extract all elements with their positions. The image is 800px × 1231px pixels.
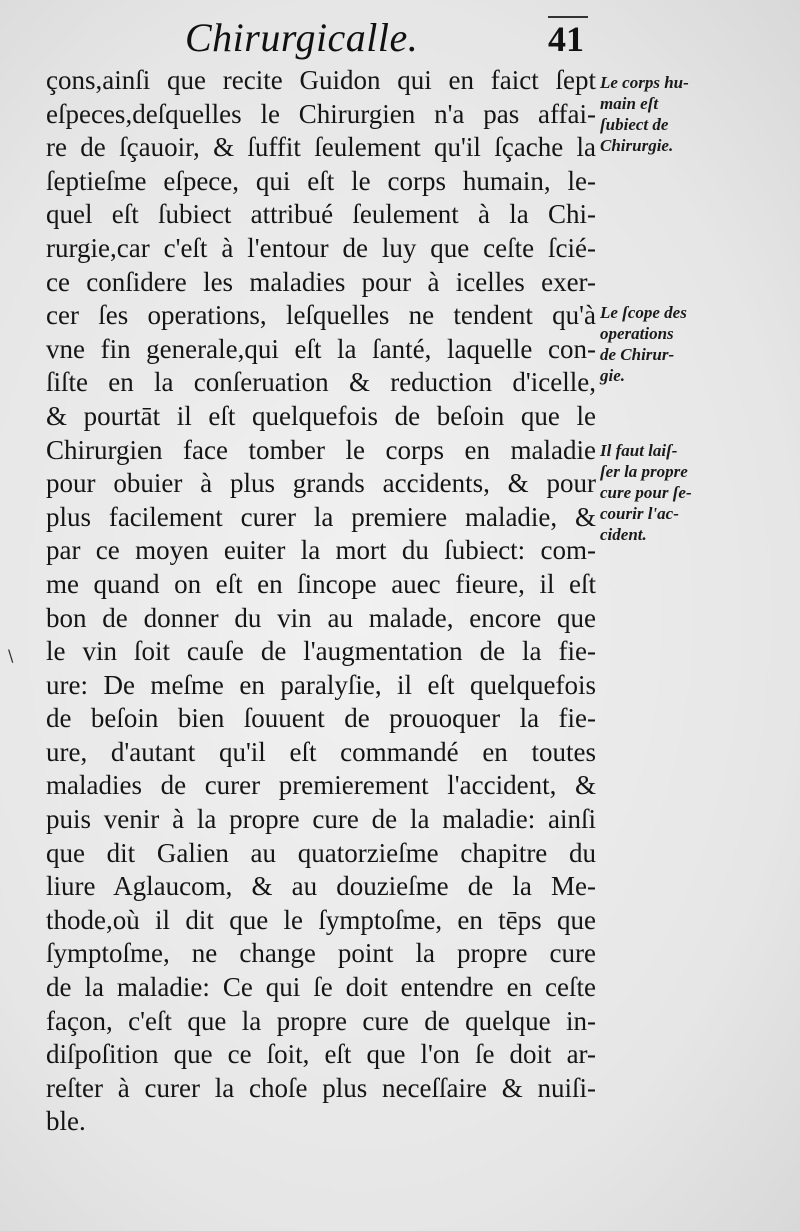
- text-line-11: & pourtāt il eſt quelquefois de beſoin que le: [46, 400, 596, 431]
- text-line-20: de beſoin bien ſouuent de prouoquer la fie-: [46, 703, 596, 734]
- margin-note-line: Chirurgie.: [600, 136, 674, 155]
- margin-note-line: Le corps hu-: [600, 73, 689, 92]
- text-line-3: re de ſçauoir, & ſuffit ſeulement qu'il ſçache la: [46, 132, 596, 163]
- text-line-25: liure Aglaucom, & au douzieſme de la Me-: [46, 871, 596, 902]
- text-line-8: cer ſes operations, leſquelles ne tendent qu'à: [46, 300, 596, 331]
- text-line-23: puis venir à la propre cure de la maladie: ainſi: [46, 804, 596, 835]
- text-line-10: ſiſte en la conſeruation & reduction d'icelle,: [46, 367, 596, 398]
- text-line-13: pour obuier à plus grands accidents, & pour: [46, 468, 596, 499]
- margin-note-corps-humain: [600, 72, 718, 156]
- running-title: Chirurgicalle.: [185, 15, 419, 60]
- margin-note-scope: [600, 302, 718, 386]
- text-line-28: de la maladie: Ce qui ſe doit entendre en ceſte: [46, 972, 596, 1003]
- text-line-15: par ce moyen euiter la mort du ſubiect: com-: [46, 535, 596, 566]
- text-line-1: çons,ainſi que recite Guidon qui en faict ſept: [46, 65, 596, 95]
- text-line-17: bon de donner du vin au malade, encore que: [46, 602, 596, 633]
- margin-note-line: ſer la propre: [600, 462, 688, 481]
- text-line-2: eſpeces,deſquelles le Chirurgien n'a pas affai-: [46, 98, 596, 129]
- margin-note-line: gie.: [600, 366, 626, 385]
- margin-note-line: Le ſcope des: [600, 303, 687, 322]
- margin-note-line: Il faut laiſ-: [600, 441, 678, 460]
- text-line-29: façon, c'eſt que la propre cure de quelque in-: [46, 1005, 596, 1036]
- edge-ink-mark: \: [8, 646, 14, 665]
- text-line-16: me quand on eſt en ſincope auec fieure, il eſt: [46, 568, 596, 599]
- text-line-19: ure: De meſme en paralyſie, il eſt quelquefois: [46, 669, 596, 700]
- margin-note-line: ſubiect de: [600, 115, 669, 134]
- margin-note-line: courir l'ac-: [600, 504, 679, 523]
- margin-note-line: main eſt: [600, 94, 659, 113]
- margin-note-line: de Chirur-: [600, 345, 675, 364]
- text-line-30: diſpoſition que ce ſoit, eſt que l'on ſe doit ar-: [46, 1039, 596, 1070]
- margin-note-line: cident.: [600, 525, 647, 544]
- text-line-22: maladies de curer premierement l'accident, &: [46, 770, 596, 801]
- margin-note-line: operations: [600, 324, 674, 343]
- text-line-24: que dit Galien au quatorzieſme chapitre du: [46, 837, 596, 868]
- text-line-6: rurgie,car c'eſt à l'entour de luy que ceſte ſcié-: [46, 232, 596, 263]
- margin-note-propre-cure: [600, 440, 718, 545]
- text-line-9: vne fin generale,qui eſt la ſanté, laquelle con-: [46, 333, 596, 364]
- text-line-7: ce conſidere les maladies pour à icelles exer-: [46, 266, 596, 297]
- margin-note-line: cure pour ſe-: [600, 483, 692, 502]
- text-line-32: ble.: [46, 1106, 86, 1137]
- text-line-5: quel eſt ſubiect attribué ſeulement à la Chi-: [46, 199, 596, 230]
- text-line-18: le vin ſoit cauſe de l'augmentation de la fie-: [46, 636, 596, 667]
- text-line-12: Chirurgien face tomber le corps en maladie: [46, 434, 596, 465]
- page-number: 41: [548, 19, 584, 59]
- text-line-26: thode,où il dit que le ſymptoſme, en tēps que: [46, 904, 596, 935]
- text-line-4: ſeptieſme eſpece, qui eſt le corps humain, le-: [46, 165, 596, 196]
- text-line-31: reſter à curer la choſe plus neceſſaire & nuiſi-: [46, 1072, 596, 1103]
- main-text-block: [46, 64, 596, 1139]
- text-line-21: ure, d'autant qu'il eſt commandé en toutes: [46, 736, 596, 767]
- text-line-27: ſymptoſme, ne change point la propre cure: [46, 938, 596, 969]
- text-line-14: plus facilement curer la premiere maladie, &: [46, 501, 596, 532]
